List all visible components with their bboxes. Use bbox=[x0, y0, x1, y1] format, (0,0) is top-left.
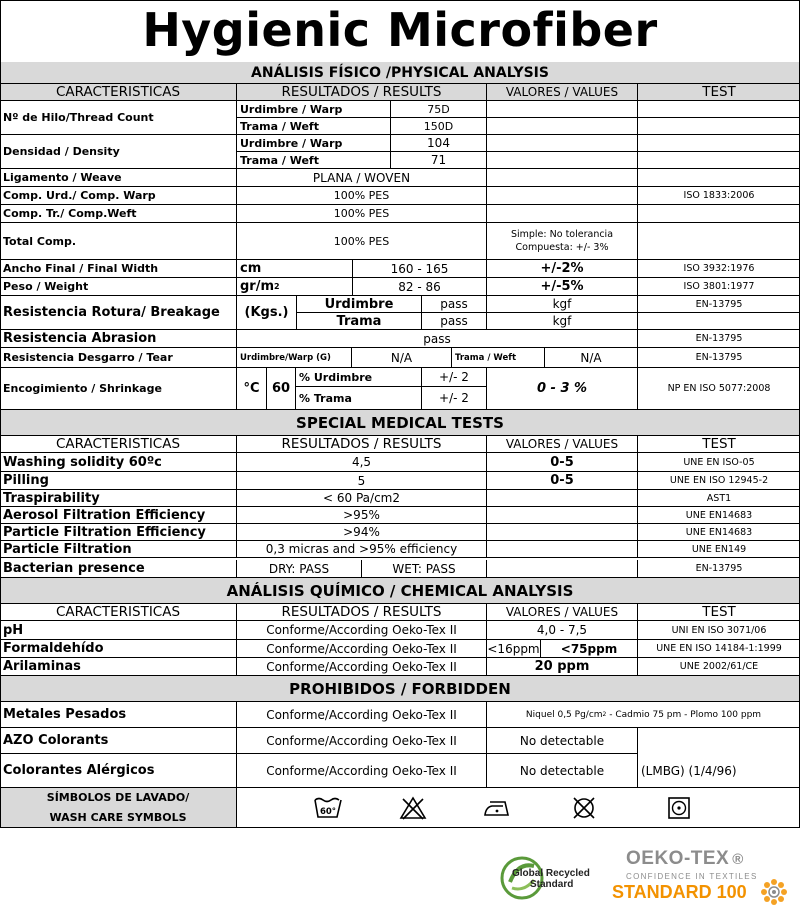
azo-result: Conforme/According Oeko-Tex II bbox=[237, 728, 487, 754]
shrinkage-temp: 60 bbox=[267, 368, 296, 410]
care-label-line2: WASH CARE SYMBOLS bbox=[49, 810, 187, 824]
empty-cell bbox=[638, 223, 800, 260]
grs-line1: Global Recycled bbox=[512, 868, 590, 879]
ph-test: UNI EN ISO 3071/06 bbox=[638, 621, 800, 640]
care-symbols-row bbox=[237, 788, 800, 828]
shrinkage-weft-label: % Trama bbox=[296, 387, 422, 410]
breakage-test: EN-13795 bbox=[638, 296, 800, 313]
medical-row-test: UNE EN14683 bbox=[638, 524, 800, 541]
metals-values-b: - Cadmio 75 pm - Plomo 100 ppm bbox=[606, 709, 762, 720]
breakage-label: Resistencia Rotura/ Breakage bbox=[0, 296, 237, 330]
comp-warp-label: Comp. Urd./ Comp. Warp bbox=[0, 187, 237, 205]
weight-test: ISO 3801:1977 bbox=[638, 278, 800, 296]
grs-line2: Standard bbox=[530, 879, 574, 890]
medical-row-label: Pilling bbox=[0, 472, 237, 490]
do-not-bleach-icon bbox=[399, 796, 427, 820]
empty-cell bbox=[638, 101, 800, 118]
breakage-weft-unit: kgf bbox=[487, 313, 638, 330]
ph-values: 4,0 - 7,5 bbox=[487, 621, 638, 640]
total-comp-value: 100% PES bbox=[237, 223, 487, 260]
col-results: RESULTADOS / RESULTS bbox=[237, 84, 487, 101]
empty-cell bbox=[638, 313, 800, 330]
empty-cell bbox=[487, 187, 638, 205]
oeko-reg: ® bbox=[732, 851, 744, 868]
total-comp-tolerance-line1: Simple: No tolerancia bbox=[510, 229, 614, 240]
density-warp-value: 104 bbox=[391, 135, 487, 152]
formaldehyde-value-b: <75ppm bbox=[541, 640, 638, 658]
allergenic-values: No detectable bbox=[487, 754, 638, 788]
wash-temp-label: 60° bbox=[319, 807, 337, 817]
medical-row-values bbox=[487, 541, 638, 558]
metals-label: Metales Pesados bbox=[0, 702, 237, 728]
shrinkage-weft-value: +/- 2 bbox=[422, 387, 487, 410]
shrinkage-test: NP EN ISO 5077:2008 bbox=[638, 368, 800, 410]
medical-row-test: UNE EN14683 bbox=[638, 507, 800, 524]
thread-count-warp-label: Urdimbre / Warp bbox=[237, 101, 391, 118]
weight-unit-text: gr/m bbox=[240, 279, 275, 294]
shrinkage-warp-label: % Urdimbre bbox=[296, 368, 422, 387]
formaldehyde-result: Conforme/According Oeko-Tex II bbox=[237, 640, 487, 658]
spec-sheet bbox=[0, 62, 800, 828]
tear-label: Resistencia Desgarro / Tear bbox=[0, 348, 237, 368]
chemical-col-test: TEST bbox=[638, 604, 800, 621]
oeko-tagline: CONFIDENCE IN TEXTILES bbox=[626, 872, 758, 881]
chemical-col-results: RESULTADOS / RESULTS bbox=[237, 604, 487, 621]
empty-cell bbox=[638, 728, 800, 754]
allergenic-result: Conforme/According Oeko-Tex II bbox=[237, 754, 487, 788]
medical-row-values bbox=[487, 490, 638, 507]
empty-cell bbox=[487, 205, 638, 223]
medical-col-values: VALORES / VALUES bbox=[487, 436, 638, 453]
medical-row-result: < 60 Pa/cm2 bbox=[237, 490, 487, 507]
medical-row-result: >94% bbox=[237, 524, 487, 541]
shrinkage-warp-value: +/- 2 bbox=[422, 368, 487, 387]
oeko-flower-icon bbox=[760, 878, 788, 906]
ph-label: pH bbox=[0, 621, 237, 640]
breakage-weft-value: pass bbox=[422, 313, 487, 330]
medical-col-characteristics: CARACTERISTICAS bbox=[0, 436, 237, 453]
col-test: TEST bbox=[638, 84, 800, 101]
width-unit: cm bbox=[237, 260, 353, 278]
bacterian-label: Bacterian presence bbox=[0, 560, 237, 578]
breakage-weft-label: Trama bbox=[297, 313, 422, 330]
abrasion-test: EN-13795 bbox=[638, 330, 800, 348]
width-tolerance: +/-2% bbox=[487, 260, 638, 278]
arylamines-test: UNE 2002/61/CE bbox=[638, 658, 800, 676]
weight-unit bbox=[237, 278, 353, 296]
density-weft-label: Trama / Weft bbox=[237, 152, 391, 169]
weave-label: Ligamento / Weave bbox=[0, 169, 237, 187]
ph-result: Conforme/According Oeko-Tex II bbox=[237, 621, 487, 640]
weight-unit-sup: 2 bbox=[274, 282, 280, 291]
comp-warp-value: 100% PES bbox=[237, 187, 487, 205]
thread-count-weft-value: 150D bbox=[391, 118, 487, 135]
metals-result: Conforme/According Oeko-Tex II bbox=[237, 702, 487, 728]
empty-cell bbox=[487, 152, 638, 169]
empty-cell bbox=[487, 101, 638, 118]
col-values: VALORES / VALUES bbox=[487, 84, 638, 101]
do-not-dry-clean-icon bbox=[571, 795, 597, 821]
medical-header: SPECIAL MEDICAL TESTS bbox=[0, 410, 800, 436]
formaldehyde-value-a: <16ppm bbox=[487, 640, 541, 658]
iron-low-icon bbox=[483, 798, 513, 818]
col-characteristics: CARACTERISTICAS bbox=[0, 84, 237, 101]
abrasion-value: pass bbox=[237, 330, 638, 348]
empty-cell bbox=[487, 169, 638, 187]
weave-value: PLANA / WOVEN bbox=[237, 169, 487, 187]
wash-60-icon bbox=[313, 796, 343, 820]
tear-test: EN-13795 bbox=[638, 348, 800, 368]
empty-cell bbox=[487, 118, 638, 135]
density-label: Densidad / Density bbox=[0, 135, 237, 169]
breakage-warp-value: pass bbox=[422, 296, 487, 313]
formaldehyde-test: UNE EN ISO 14184-1:1999 bbox=[638, 640, 800, 658]
width-test: ISO 3932:1976 bbox=[638, 260, 800, 278]
care-label-line1: SÍMBOLOS DE LAVADO/ bbox=[46, 790, 190, 804]
abrasion-label: Resistencia Abrasion bbox=[0, 330, 237, 348]
formaldehyde-label: Formaldehído bbox=[0, 640, 237, 658]
empty-cell bbox=[638, 118, 800, 135]
density-warp-label: Urdimbre / Warp bbox=[237, 135, 391, 152]
medical-row-label: Traspirability bbox=[0, 490, 237, 507]
azo-label: AZO Colorants bbox=[0, 728, 237, 754]
forbidden-header: PROHIBIDOS / FORBIDDEN bbox=[0, 676, 800, 702]
metals-values bbox=[487, 702, 800, 728]
comp-weft-value: 100% PES bbox=[237, 205, 487, 223]
medical-row-result: 5 bbox=[237, 472, 487, 490]
comp-weft-label: Comp. Tr./ Comp.Weft bbox=[0, 205, 237, 223]
physical-header: ANÁLISIS FÍSICO /PHYSICAL ANALYSIS bbox=[0, 62, 800, 84]
medical-row-result: 4,5 bbox=[237, 453, 487, 472]
bacterian-dry: DRY: PASS bbox=[237, 560, 362, 578]
empty-cell bbox=[638, 205, 800, 223]
medical-row-label: Washing solidity 60ºc bbox=[0, 453, 237, 472]
empty-cell bbox=[638, 135, 800, 152]
total-comp-tolerance-line2: Compuesta: +/- 3% bbox=[515, 242, 609, 253]
total-comp-label: Total Comp. bbox=[0, 223, 237, 260]
medical-row-test: UNE EN149 bbox=[638, 541, 800, 558]
bacterian-test: EN-13795 bbox=[638, 560, 800, 578]
metals-values-a: Niquel 0,5 Pg/cm bbox=[525, 709, 603, 720]
medical-row-test: UNE EN ISO 12945-2 bbox=[638, 472, 800, 490]
medical-row-test: UNE EN ISO-05 bbox=[638, 453, 800, 472]
oeko-tex-logo bbox=[612, 848, 800, 910]
total-comp-tolerance bbox=[487, 223, 638, 260]
medical-row-values: 0-5 bbox=[487, 453, 638, 472]
breakage-unit: (Kgs.) bbox=[237, 296, 297, 330]
empty-cell bbox=[487, 560, 638, 578]
shrinkage-unit: °C bbox=[237, 368, 267, 410]
certification-logos bbox=[0, 828, 800, 912]
care-symbols-label bbox=[0, 788, 237, 828]
breakage-warp-unit: kgf bbox=[487, 296, 638, 313]
thread-count-weft-label: Trama / Weft bbox=[237, 118, 391, 135]
chemical-col-values: VALORES / VALUES bbox=[487, 604, 638, 621]
weight-value: 82 - 86 bbox=[353, 278, 487, 296]
tumble-dry-icon bbox=[667, 796, 691, 820]
shrinkage-range: 0 - 3 % bbox=[487, 368, 638, 410]
metals-values-sup: 2 bbox=[602, 711, 607, 718]
medical-row-values: 0-5 bbox=[487, 472, 638, 490]
tear-weft-value: N/A bbox=[545, 348, 638, 368]
arylamines-values: 20 ppm bbox=[487, 658, 638, 676]
thread-count-warp-value: 75D bbox=[391, 101, 487, 118]
tear-warp-value: N/A bbox=[352, 348, 452, 368]
chemical-header: ANÁLISIS QUÍMICO / CHEMICAL ANALYSIS bbox=[0, 578, 800, 604]
density-weft-value: 71 bbox=[391, 152, 487, 169]
arylamines-label: Arilaminas bbox=[0, 658, 237, 676]
medical-row-label: Particle Filtration Efficiency bbox=[0, 524, 237, 541]
tear-warp-label: Urdimbre/Warp (G) bbox=[237, 348, 352, 368]
chemical-col-characteristics: CARACTERISTICAS bbox=[0, 604, 237, 621]
medical-row-values bbox=[487, 524, 638, 541]
empty-cell bbox=[638, 152, 800, 169]
arylamines-result: Conforme/According Oeko-Tex II bbox=[237, 658, 487, 676]
oeko-standard: STANDARD 100 bbox=[612, 882, 747, 902]
medical-col-test: TEST bbox=[638, 436, 800, 453]
grs-logo bbox=[500, 850, 612, 906]
breakage-warp-label: Urdimbre bbox=[297, 296, 422, 313]
comp-warp-test: ISO 1833:2006 bbox=[638, 187, 800, 205]
medical-row-values bbox=[487, 507, 638, 524]
width-label: Ancho Final / Final Width bbox=[0, 260, 237, 278]
empty-cell bbox=[487, 135, 638, 152]
medical-row-result: 0,3 micras and >95% efficiency bbox=[237, 541, 487, 558]
medical-row-label: Aerosol Filtration Efficiency bbox=[0, 507, 237, 524]
medical-col-results: RESULTADOS / RESULTS bbox=[237, 436, 487, 453]
medical-row-test: AST1 bbox=[638, 490, 800, 507]
weight-label: Peso / Weight bbox=[0, 278, 237, 296]
page-title: Hygienic Microfiber bbox=[0, 0, 800, 63]
empty-cell bbox=[638, 169, 800, 187]
tear-weft-label: Trama / Weft bbox=[452, 348, 545, 368]
shrinkage-label: Encogimiento / Shrinkage bbox=[0, 368, 237, 410]
allergenic-label: Colorantes Alérgicos bbox=[0, 754, 237, 788]
weight-tolerance: +/-5% bbox=[487, 278, 638, 296]
oeko-name: OEKO-TEX bbox=[626, 848, 730, 869]
width-value: 160 - 165 bbox=[353, 260, 487, 278]
medical-row-label: Particle Filtration bbox=[0, 541, 237, 558]
azo-values: No detectable bbox=[487, 728, 638, 754]
thread-count-label: Nº de Hilo/Thread Count bbox=[0, 101, 237, 135]
medical-row-result: >95% bbox=[237, 507, 487, 524]
allergenic-test: (LMBG) (1/4/96) bbox=[638, 754, 800, 788]
bacterian-wet: WET: PASS bbox=[362, 560, 487, 578]
